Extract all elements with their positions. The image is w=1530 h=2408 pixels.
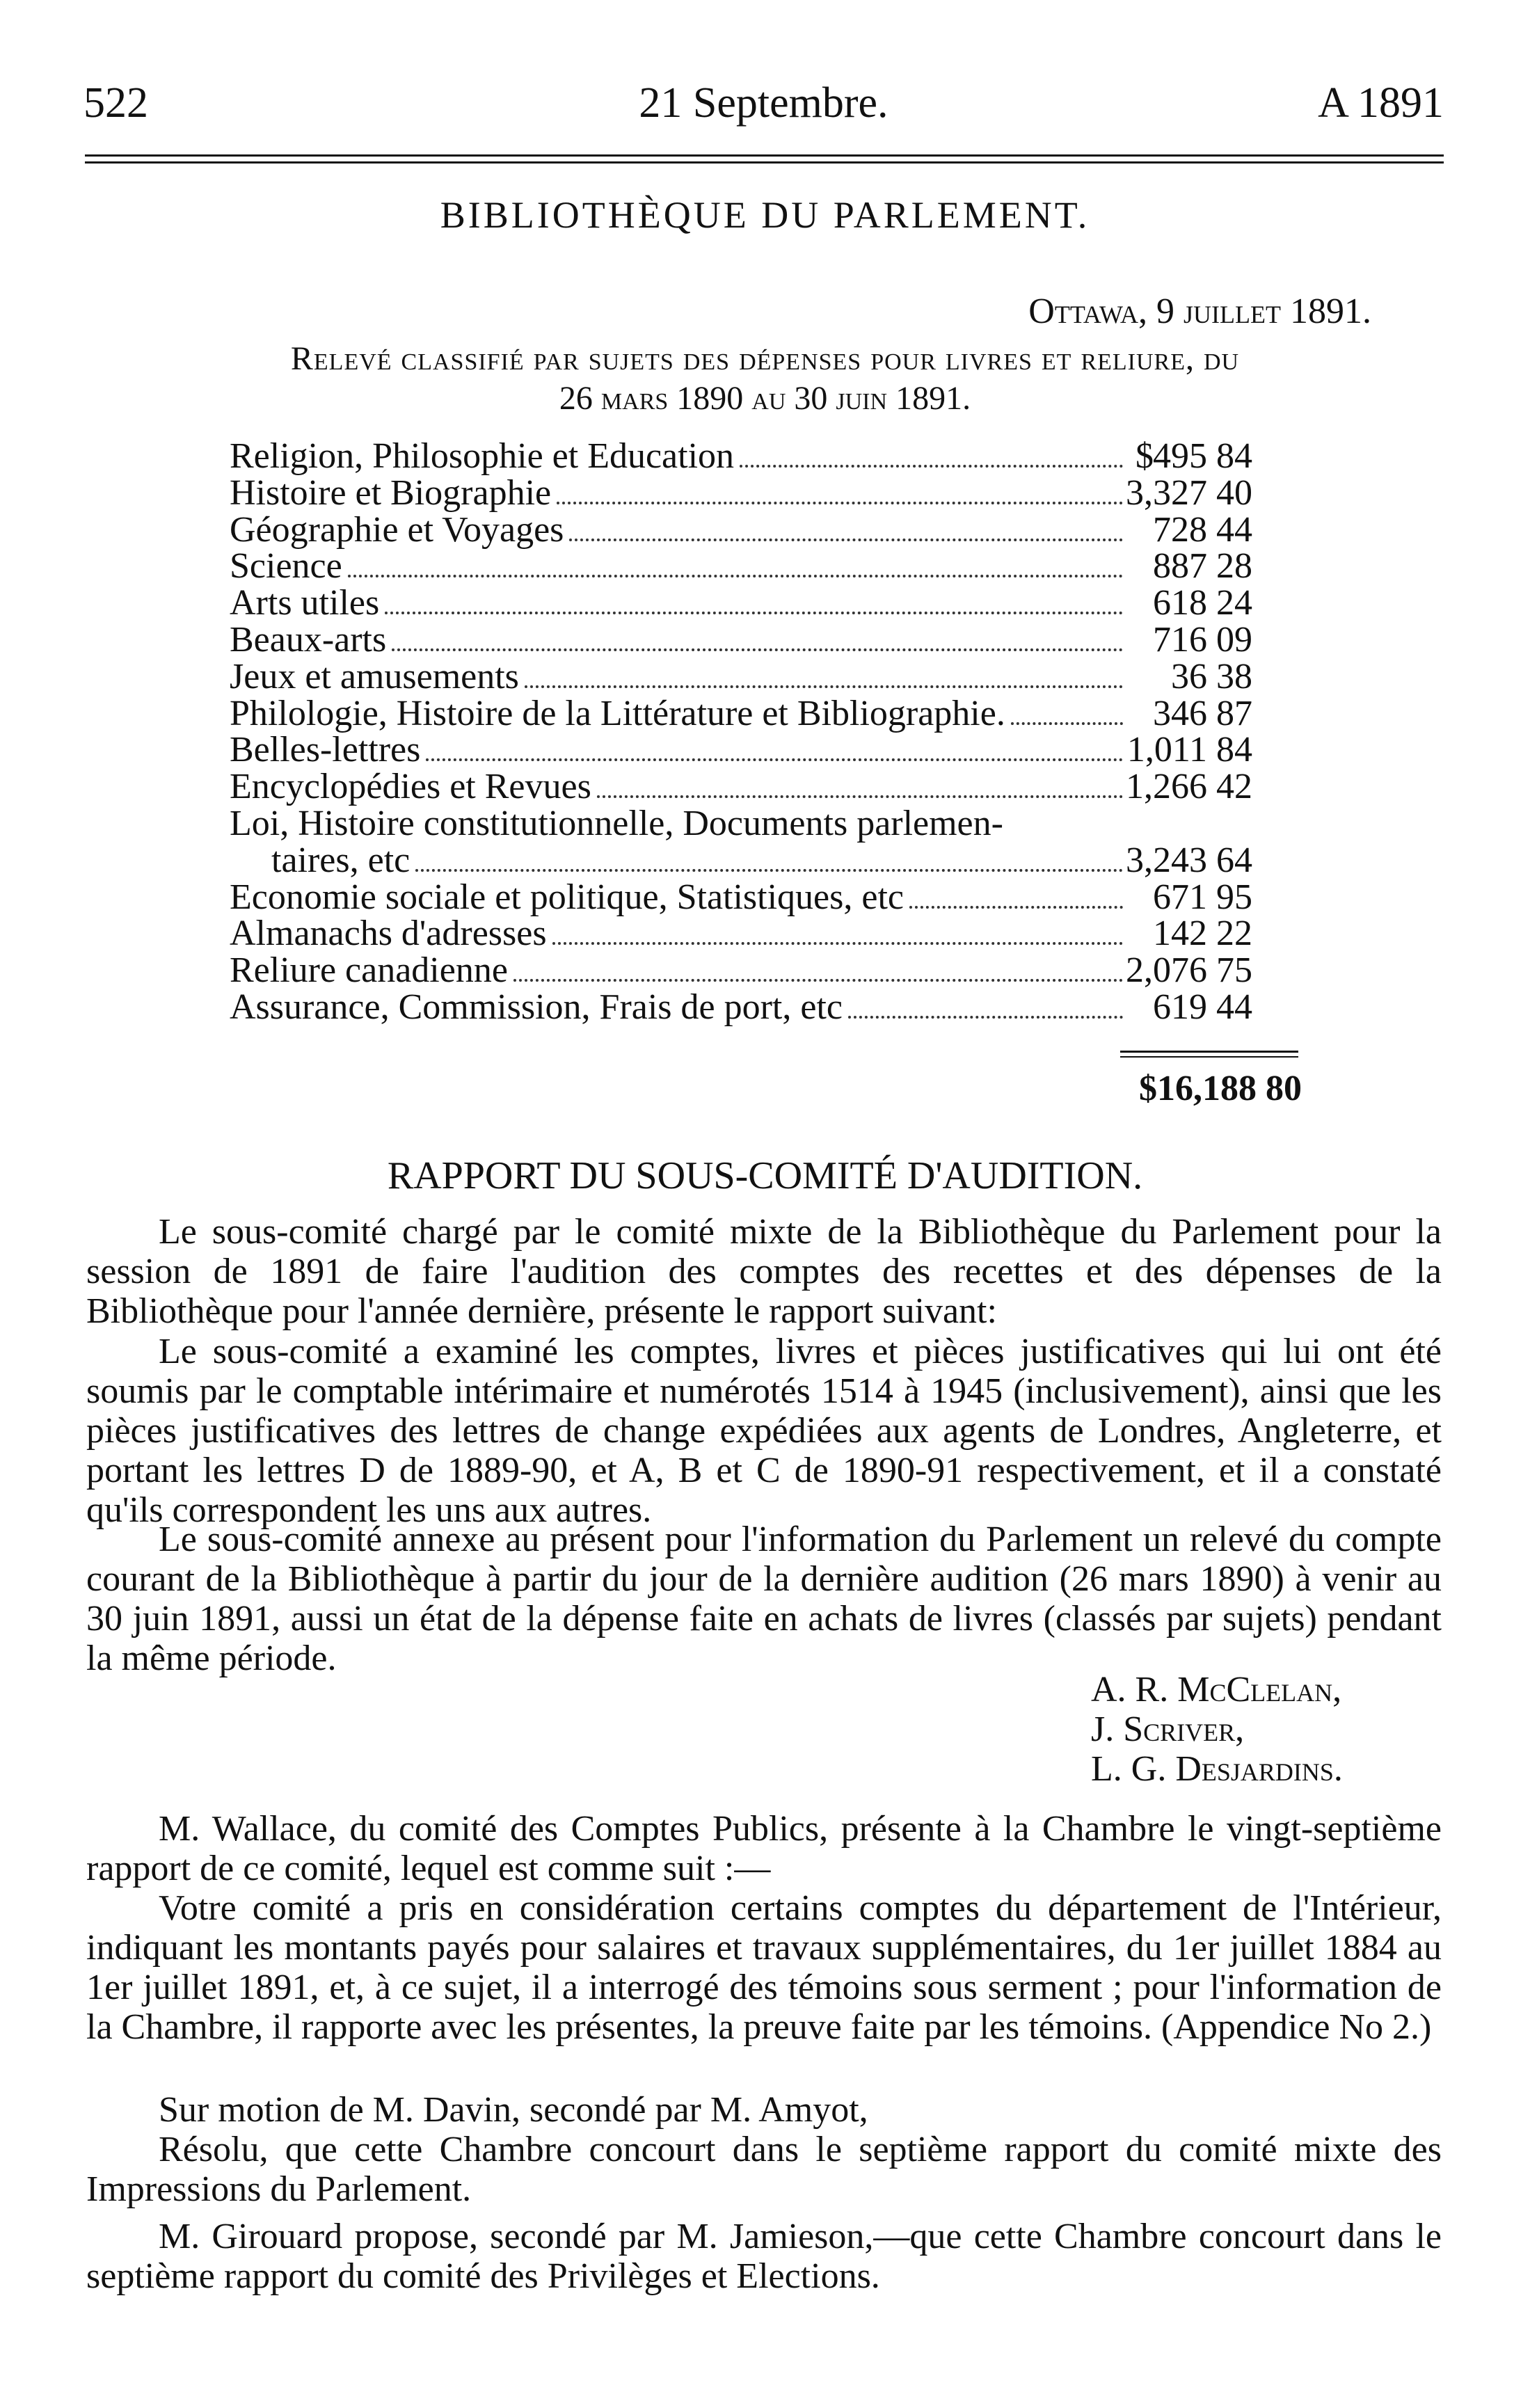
- expense-category: Science: [230, 546, 342, 587]
- expense-row: [230, 619, 1301, 660]
- expense-category: Religion, Philosophie et Education: [230, 436, 735, 476]
- leader-dots: [552, 942, 1123, 945]
- signatory-1: A. R. McClelan,: [1091, 1670, 1342, 1709]
- expense-amount: 1,011 84: [1126, 730, 1252, 770]
- expense-category: Jeux et amusements: [230, 656, 519, 696]
- expense-category: Encyclopédies et Revues: [230, 767, 591, 807]
- signatory-3: L. G. Desjardins.: [1091, 1749, 1343, 1789]
- expense-row: [230, 732, 1301, 769]
- report-title: RAPPORT DU SOUS-COMITÉ D'AUDITION.: [387, 1154, 1143, 1197]
- expense-row: [230, 952, 1301, 989]
- statement-title-line2: 26 mars 1890 au 30 juin 1891.: [559, 380, 971, 417]
- expense-category: Arts utiles: [230, 583, 380, 623]
- leader-dots: [348, 575, 1123, 577]
- expense-amount: 346 87: [1153, 693, 1252, 733]
- expense-row: [230, 769, 1301, 806]
- library-title: BIBLIOTHÈQUE DU PARLEMENT.: [440, 194, 1090, 236]
- proceedings-paragraph-2: Votre comité a pris en considération certains comptes du département de l'Intérieur, indiquant les montants payés pour salaires et travaux supplémentaires, du 1er juillet 1884 au 1er juillet 1891, et, à ce sujet, il a interrogé des témoins sous serment ; pour l'information de la Chambre, il rapporte avec les présentes, la preuve faite par les témoins. (Appendice No 2.): [86, 1888, 1442, 2047]
- expense-amount: 671 95: [1153, 877, 1252, 917]
- expense-amount: 728 44: [1153, 509, 1252, 550]
- expense-row: [230, 438, 1301, 475]
- expense-category-continued: taires, etc: [271, 840, 411, 880]
- expense-table: [230, 438, 1301, 1026]
- expense-category: Belles-lettres: [230, 730, 421, 770]
- leader-dots: [513, 979, 1123, 982]
- page-number: 522: [83, 79, 148, 127]
- expense-amount: 142 22: [1153, 914, 1252, 954]
- leader-dots: [909, 906, 1123, 909]
- place-date: Ottawa, 9 juillet 1891.: [1028, 292, 1371, 331]
- expense-amount: 3,243 64: [1126, 840, 1252, 880]
- proceedings-paragraph-1: M. Wallace, du comité des Comptes Publics, présente à la Chambre le vingt-septième rapport de ce comité, lequel est comme suit :—: [86, 1809, 1442, 1888]
- proceedings-paragraph-4: Résolu, que cette Chambre concourt dans le septième rapport du comité mixte des Impressions du Parlement.: [86, 2130, 1442, 2209]
- header-rule-bottom: [85, 161, 1444, 164]
- leader-dots: [392, 648, 1123, 651]
- leader-dots: [557, 502, 1123, 504]
- leader-dots: [740, 465, 1123, 468]
- report-paragraph-1: Le sous-comité chargé par le comité mixte de la Bibliothèque du Parlement pour la session de 1891 de faire l'audition des comptes des recettes et des dépenses de la Bibliothèque pour l'année dernière, présente le rapport suivant:: [86, 1212, 1442, 1331]
- leader-dots: [569, 539, 1123, 541]
- expense-category: Géographie et Voyages: [230, 509, 564, 550]
- expense-amount: 716 09: [1153, 619, 1252, 660]
- statement-title-line1: Relevé classifié par sujets des dépenses pour livres et reliure, du: [290, 340, 1240, 377]
- leader-dots: [1011, 722, 1123, 725]
- expense-row: [230, 472, 1301, 513]
- expense-row: [230, 548, 1301, 585]
- signatory-2: J. Scriver,: [1091, 1709, 1245, 1749]
- expense-row: [230, 989, 1301, 1026]
- header-date: 21 Septembre.: [639, 79, 888, 127]
- expense-amount: 618 24: [1153, 583, 1252, 623]
- expense-row: [230, 879, 1301, 916]
- header-year: A 1891: [1318, 79, 1444, 127]
- expense-row: [230, 916, 1301, 952]
- expense-amount: 1,266 42: [1126, 767, 1252, 807]
- expense-category: Beaux-arts: [230, 619, 387, 660]
- leader-dots: [426, 758, 1123, 761]
- expense-amount: 36 38: [1171, 656, 1252, 696]
- leader-dots: [415, 869, 1123, 872]
- total-rule-second: [1120, 1056, 1298, 1058]
- report-paragraph-2: Le sous-comité a examiné les comptes, livres et pièces justificatives qui lui ont été soumis par le comptable intérimaire et numérotés 1514 à 1945 (inclusivement), ainsi que les pièces justificatives des lettres de change expédiées aux agents de Londres, Angleterre, et portant les lettres D de 1889-90, et A, B et C de 1890-91 respectivement, et il a constaté qu'ils correspondent les uns aux autres.: [86, 1332, 1442, 1530]
- expense-category: Almanachs d'adresses: [230, 914, 547, 954]
- leader-dots: [597, 795, 1123, 798]
- expense-row: [230, 585, 1301, 622]
- expense-category: Reliure canadienne: [230, 950, 508, 991]
- expense-amount: 887 28: [1153, 546, 1252, 587]
- expense-amount: 619 44: [1153, 987, 1252, 1027]
- expense-row: [230, 693, 1301, 733]
- total-rule: [1120, 1051, 1298, 1053]
- header-rule-top: [85, 154, 1444, 157]
- expense-category: Histoire et Biographie: [230, 472, 552, 513]
- expense-row: [230, 656, 1301, 696]
- expense-category: Assurance, Commission, Frais de port, etc: [230, 987, 843, 1027]
- proceedings-paragraph-5: M. Girouard propose, secondé par M. Jamieson,—que cette Chambre concourt dans le septième rapport du comité des Privilèges et Elections.: [86, 2217, 1442, 2296]
- leader-dots: [385, 612, 1123, 614]
- proceedings-paragraph-3: Sur motion de M. Davin, secondé par M. Amyot,: [159, 2090, 868, 2130]
- expense-row: [230, 803, 1301, 880]
- expense-amount: 495 84: [1153, 436, 1252, 476]
- expense-amount: 3,327 40: [1126, 472, 1252, 513]
- dollar-sign: $: [1135, 436, 1154, 476]
- expense-row: [230, 509, 1301, 550]
- expense-category: Loi, Histoire constitutionnelle, Documents parlemen-: [230, 803, 1003, 843]
- expense-amount: 2,076 75: [1126, 950, 1252, 991]
- expense-category: Philologie, Histoire de la Littérature et Bibliographie.: [230, 693, 1005, 733]
- running-head: [83, 75, 1444, 131]
- leader-dots: [525, 685, 1123, 688]
- report-paragraph-3: Le sous-comité annexe au présent pour l'information du Parlement un relevé du compte courant de la Bibliothèque à partir du jour de la dernière audition (26 mars 1890) à venir au 30 juin 1891, aussi un état de la dépense faite en achats de livres (classés par sujets) pendant la même période.: [86, 1520, 1442, 1678]
- leader-dots: [848, 1016, 1123, 1019]
- expense-total: $16,188 80: [1139, 1069, 1302, 1108]
- expense-category: Economie sociale et politique, Statistiques, etc: [230, 877, 904, 917]
